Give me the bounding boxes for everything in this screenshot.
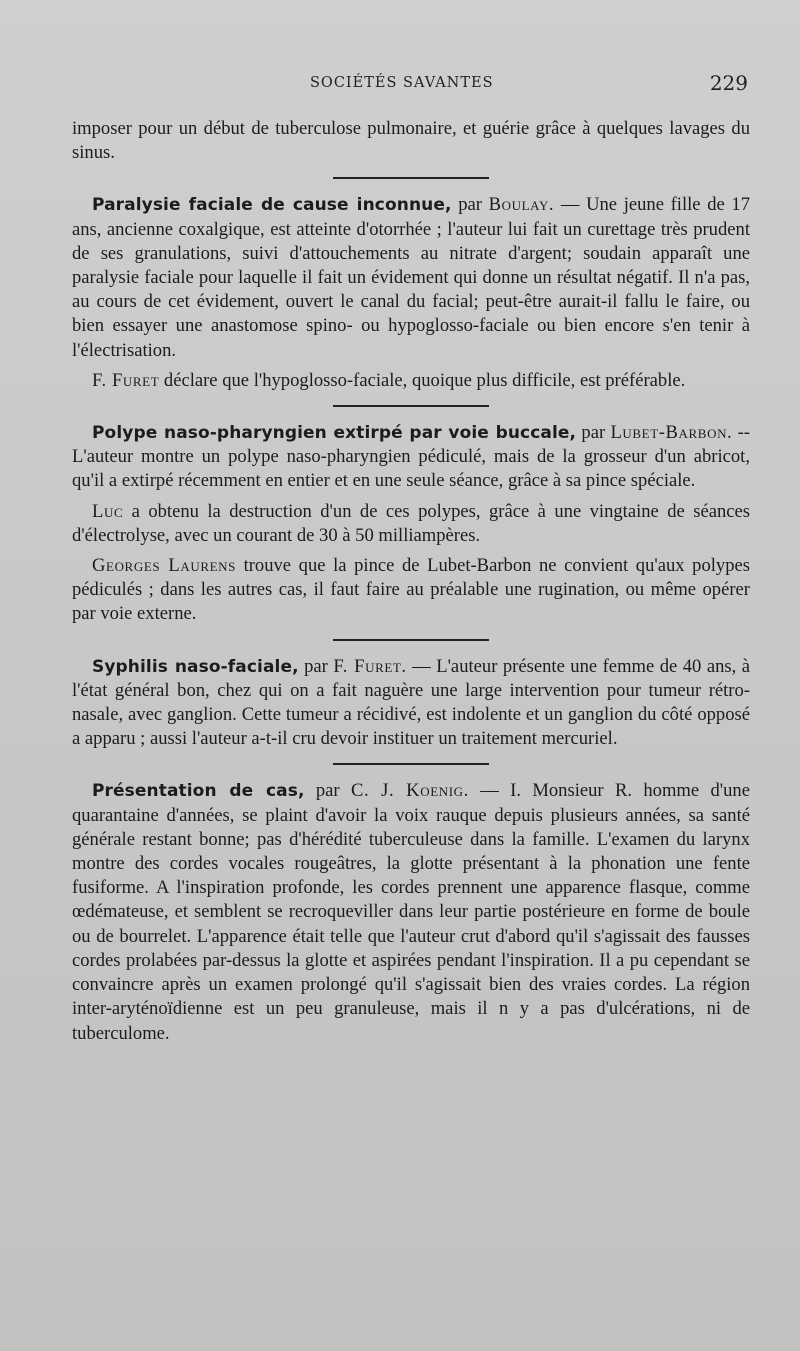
section-title: Paralysie faciale de cause inconnue, xyxy=(92,195,452,216)
section-by: par xyxy=(304,655,328,677)
section-divider xyxy=(333,763,489,765)
section-author: Boulay. xyxy=(488,194,555,216)
section-divider xyxy=(333,177,489,179)
section-text: -- L'auteur montre un polype naso-pharyngien pédiculé, mais de la grosseur d'un abricot, qu'il a extirpé récemment en entier et en une seule séance, grâce à sa pince spéciale. xyxy=(72,422,750,492)
section-text: — Une jeune fille de 17 ans, ancienne coxalgique, est atteinte d'otorrhée ; l'auteur lui fait un curettage très prudent de ses granulations, suivi d'attouchements au nitrate d'argent; soudain apparaît une paralysie faciale pour laquelle il fait un évidement qui donne un résultat négatif. Il n'a pas, au cours de cet évidement, ouvert le canal du facial; peut-être aurait-il fallu le faire, ou bien essayer une anastomose spino- ou hypoglosso-faciale ou bien encore s'en tenir à l'électrisation. xyxy=(72,194,750,361)
section-text: — I. Monsieur R. homme d'une quarantaine d'années, se plaint d'avoir la voix rauque depuis plusieurs années, sa santé générale restant bonne; pas d'hérédité tuberculeuse dans la famille. L'examen du larynx montre des cordes vocales rougeâtres, la glotte présentant à la phonation une fente fusiforme. A l'inspiration profonde, les cordes prennent une apparence flasque, comme œdémateuse, et semblent se recroqueviller dans leur partie postérieure en forme de boule ou de bourrelet. L'apparence était telle que l'auteur crut d'abord qu'il s'agissait des fausses cordes prolabées par-dessus la glotte et aspirées pendant l'inspiration. Il a pu cependant se convaincre après un examen prolongé qu'il s'agissait bien des vraies cordes. La région inter-aryténoïdienne est un peu granuleuse, mais il n y a pas d'ulcérations, ni de tuberculome. xyxy=(72,780,750,1044)
section-author: Lubet-Barbon. xyxy=(610,422,733,444)
comment-speaker: F. Furet xyxy=(92,369,160,391)
page-body xyxy=(72,117,750,1046)
section-author: C. J. Koenig. xyxy=(350,780,469,802)
intro-paragraph: imposer pour un début de tuberculose pulmonaire, et guérie grâce à quelques lavages du sinus. xyxy=(72,118,750,164)
comment-paragraph xyxy=(72,554,750,627)
section-author: F. Furet. xyxy=(333,655,407,677)
section-text: — L'auteur présente une femme de 40 ans, à l'état général bon, chez qui on a fait naguère une large intervention pour tumeur rétro-nasale, avec ganglion. Cette tumeur a récidivé, est indolente et un ganglion du côté opposé a apparu ; aussi l'auteur a-t-il cru devoir instituer un traitement mercuriel. xyxy=(72,655,750,750)
section-divider xyxy=(333,639,489,641)
section-paragraph xyxy=(72,193,750,362)
section-title: Présentation de cas, xyxy=(92,781,305,802)
section-divider xyxy=(333,405,489,407)
section-by: par xyxy=(581,422,606,444)
comment-text: trouve que la pince de Lubet-Barbon ne convient qu'aux polypes pédiculés ; dans les autres cas, il faut faire au préalable une rugination, ou même opérer par voie externe. xyxy=(72,555,751,625)
section-title: Syphilis naso-faciale, xyxy=(92,656,299,677)
comment-speaker: Georges Laurens xyxy=(92,555,236,577)
page-header xyxy=(72,71,748,97)
section-paragraph xyxy=(72,779,750,1045)
section-paragraph xyxy=(72,655,750,752)
section-title: Polype naso-pharyngien extirpé par voie buccale, xyxy=(92,423,577,444)
comment-paragraph xyxy=(72,369,750,393)
comment-text: déclare que l'hypoglosso-faciale, quoique plus difficile, est préférable. xyxy=(163,369,686,391)
comment-text: a obtenu la destruction d'un de ces polypes, grâce à une vingtaine de séances d'électrolyse, avec un courant de 30 à 50 milliampères. xyxy=(72,500,750,546)
comment-paragraph xyxy=(72,500,750,548)
running-head: SOCIÉTÉS SAVANTES xyxy=(310,75,494,91)
page-number: 229 xyxy=(709,71,748,95)
comment-speaker: Luc xyxy=(92,500,124,522)
section-by: par xyxy=(458,194,482,216)
section-by: par xyxy=(315,780,340,802)
section-paragraph xyxy=(72,421,750,494)
